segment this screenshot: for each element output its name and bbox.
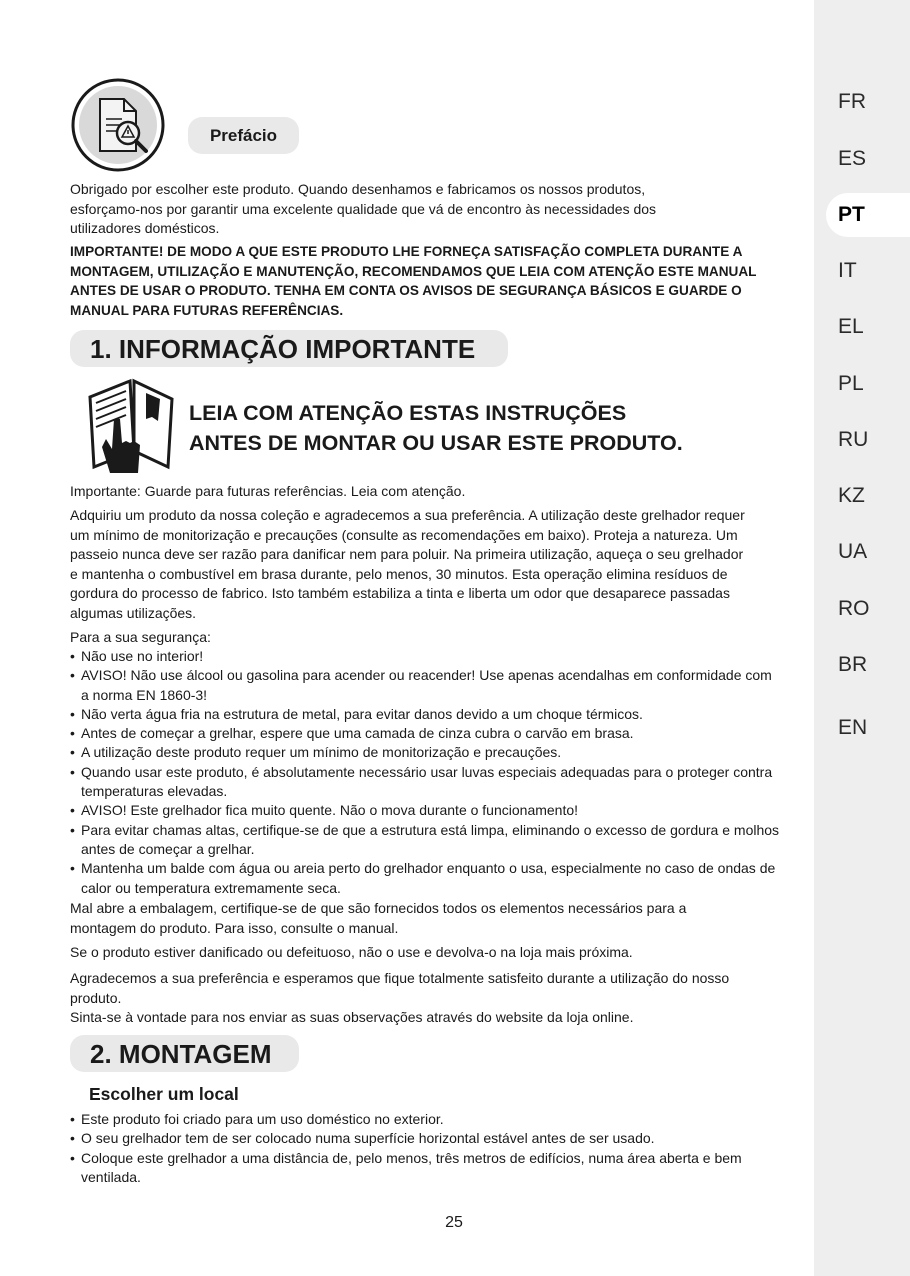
language-sidebar xyxy=(814,0,910,1276)
list-item: • Para evitar chamas altas, certifique-se de que a estrutura está limpa, eliminando o excesso de gordura e molhos antes de começar a grelhar. xyxy=(70,821,782,860)
safety-list xyxy=(70,647,782,898)
lang-tab-pl[interactable]: PL xyxy=(838,372,864,395)
list-item: • Quando usar este produto, é absolutamente necessário usar luvas especiais adequadas para o proteger contra temperaturas elevadas. xyxy=(70,763,782,802)
read-instructions-banner xyxy=(189,398,683,458)
lang-tab-fr[interactable]: FR xyxy=(838,90,866,113)
lang-tab-br[interactable]: BR xyxy=(838,653,868,676)
list-item: • Coloque este grelhador a uma distância de, pelo menos, três metros de edifícios, numa área aberta e bem ventilada. xyxy=(70,1149,760,1188)
list-item: • AVISO! Este grelhador fica muito quente. Não o mova durante o funcionamento! xyxy=(70,801,782,820)
list-item: • AVISO! Não use álcool ou gasolina para acender ou reacender! Use apenas acendalhas em conformidade com a norma EN 1860-3! xyxy=(70,666,782,705)
lang-tab-el[interactable]: EL xyxy=(838,315,864,338)
preface-intro: Obrigado por escolher este produto. Quando desenhamos e fabricamos os nossos produtos, esforçamo-nos por garantir uma excelente qualidade que vá de encontro às necessidades dos utilizadores domésticos. xyxy=(70,181,657,236)
intro-paragraph: Adquiriu um produto da nossa coleção e agradecemos a sua preferência. A utilização deste grelhador requer um mínimo de monitorização e precauções (consulte as recomendações em baixo). Proteja a natureza. Um passeio nunca deve ser razão para danificar nem para poluir. Na primeira utilização, aqueça o seu grelhador e mantenha o combustível em brasa durante, pelo menos, 30 minutos. Esta operação elimina resíduos de gordura do processo de fabrico. Isto também estabiliza a tinta e liberta um odor que desaparece passadas algumas utilizações. xyxy=(70,507,745,621)
read-instructions-line-1: LEIA COM ATENÇÃO ESTAS INSTRUÇÕES xyxy=(189,401,627,425)
safety-title: Para a sua segurança: xyxy=(70,629,211,645)
document-warning-icon xyxy=(70,77,166,173)
list-item: • Este produto foi criado para um uso doméstico no exterior. xyxy=(70,1110,760,1129)
damaged-paragraph: Se o produto estiver danificado ou defeituoso, não o use e devolva-o na loja mais próxima. xyxy=(70,944,633,960)
list-item: • A utilização deste produto requer um mínimo de monitorização e precauções. xyxy=(70,743,782,762)
read-manual-icon xyxy=(86,375,178,479)
unpack-paragraph: Mal abre a embalagem, certifique-se de que são fornecidos todos os elementos necessários para a montagem do produto. Para isso, consulte o manual. xyxy=(70,900,687,936)
important-note: Importante: Guarde para futuras referências. Leia com atenção. xyxy=(70,483,466,499)
preface-important-notice: IMPORTANTE! DE MODO A QUE ESTE PRODUTO LHE FORNEÇA SATISFAÇÃO COMPLETA DURANTE A MONTAGEM, UTILIZAÇÃO E MANUTENÇÃO, RECOMENDAMOS QUE LEIA COM ATENÇÃO ESTE MANUAL ANTES DE USAR O PRODUTO. TENHA EM CONTA OS AVISOS DE SEGURANÇA BÁSICOS E GUARDE O MANUAL PARA FUTURAS REFERÊNCIAS. xyxy=(70,244,757,318)
feedback-paragraph: Sinta-se à vontade para nos enviar as suas observações através do website da loja online. xyxy=(70,1009,634,1025)
lang-tab-it[interactable]: IT xyxy=(838,259,857,282)
read-instructions-line-2: ANTES DE MONTAR OU USAR ESTE PRODUTO. xyxy=(189,431,683,455)
lang-tab-es[interactable]: ES xyxy=(838,147,867,170)
list-item: • Não use no interior! xyxy=(70,647,782,666)
lang-tab-pt[interactable]: PT xyxy=(826,193,910,237)
thanks-paragraph: Agradecemos a sua preferência e esperamos que fique totalmente satisfeito durante a utilização do nosso produto. xyxy=(70,970,730,1006)
list-item: • Antes de começar a grelhar, espere que uma camada de cinza cubra o carvão em brasa. xyxy=(70,724,782,743)
list-item: • Mantenha um balde com água ou areia perto do grelhador enquanto o usa, especialmente no caso de ondas de calor ou temperatura extremamente seca. xyxy=(70,859,782,898)
page-number: 25 xyxy=(445,1214,463,1231)
location-subheading: Escolher um local xyxy=(89,1084,239,1104)
location-list xyxy=(70,1110,760,1187)
preface-heading: Prefácio xyxy=(188,117,299,154)
lang-tab-en[interactable]: EN xyxy=(838,716,868,739)
section-1-heading: 1. INFORMAÇÃO IMPORTANTE xyxy=(70,330,508,367)
section-2-heading: 2. MONTAGEM xyxy=(70,1035,299,1072)
list-item: • Não verta água fria na estrutura de metal, para evitar danos devido a um choque térmicos. xyxy=(70,705,782,724)
lang-tab-ro[interactable]: RO xyxy=(838,597,870,620)
list-item: • O seu grelhador tem de ser colocado numa superfície horizontal estável antes de ser usado. xyxy=(70,1129,760,1148)
lang-tab-ua[interactable]: UA xyxy=(838,540,868,563)
lang-tab-ru[interactable]: RU xyxy=(838,428,869,451)
lang-tab-kz[interactable]: KZ xyxy=(838,484,865,507)
